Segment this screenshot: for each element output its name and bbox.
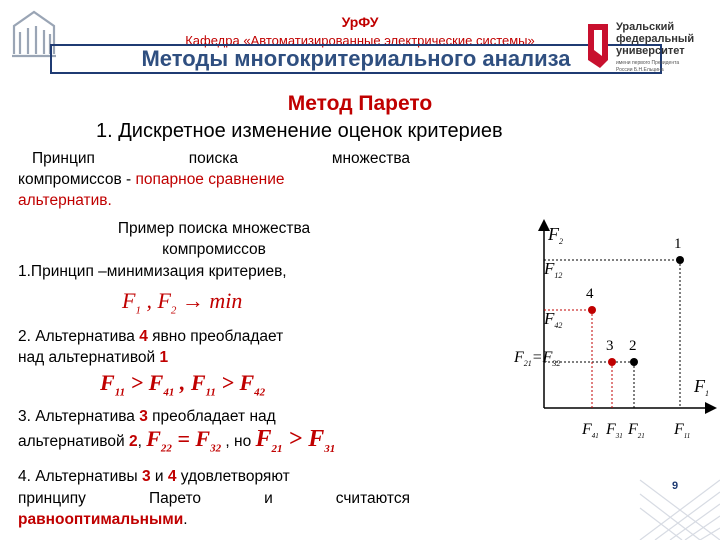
example-line-3: 1.Принцип –минимизация критериев, xyxy=(18,263,287,280)
department-name: Кафедра «Автоматизированные электрические системы» xyxy=(185,33,535,48)
word: поиска xyxy=(188,150,238,167)
y-tick-f12: $F_{12}$ xyxy=(544,259,563,280)
urfu-logo-right xyxy=(586,20,714,82)
word: множества xyxy=(331,150,410,167)
item-4-line-2: принципу Парето и считаются xyxy=(18,490,410,507)
example-line-1: Пример поиска множества xyxy=(117,220,311,237)
page-number: 9 xyxy=(672,480,679,492)
y-axis-label: $F_2$ xyxy=(548,224,563,246)
principle-text: компромиссов - xyxy=(18,171,136,188)
y-tick-f21-f32: $F_{21}=F_{32}$ xyxy=(514,349,561,368)
slide-title: Методы многокритериального анализа xyxy=(141,46,571,71)
point-label-3: 3 xyxy=(606,338,614,354)
item-3-line-1: 3. Альтернатива 3 преобладает над xyxy=(18,408,276,425)
principle-line-3: альтернатив. xyxy=(18,192,112,209)
method-title: Метод Парето xyxy=(287,92,433,115)
item-2-line-1: 2. Альтернатива 4 явно преобладает xyxy=(18,328,284,345)
formula-minimization: $F_1$ , $F_2 \to \min$ xyxy=(122,288,243,317)
formula-equality: $F_{22} = F_{32}$ xyxy=(146,426,222,455)
logo-text-1: Уральский xyxy=(616,21,675,33)
x-tick-f41: $F_{41}$ xyxy=(582,421,599,440)
principle-line-1 xyxy=(18,148,410,169)
x-tick-f31: $F_{31}$ xyxy=(606,421,623,440)
point-label-4: 4 xyxy=(586,286,594,302)
point-2 xyxy=(630,358,638,366)
example-line-2: компромиссов xyxy=(162,241,266,258)
x-tick-f11: $F_{11}$ xyxy=(674,421,691,440)
point-3 xyxy=(608,358,616,366)
formula-comparison: $F_{21} > F_{31}$ xyxy=(255,426,336,455)
item-3-line-2: альтернативой 2, $F_{22} = F_{32}$ , но $F_{21} > F_{31}$ xyxy=(18,426,336,455)
pareto-graph xyxy=(510,212,718,450)
org-name: УрФУ xyxy=(341,14,379,30)
principle-line-2 xyxy=(18,169,410,190)
subheading: 1. Дискретное изменение оценок критериев xyxy=(96,120,503,142)
x-tick-f21: $F_{21}$ xyxy=(628,421,645,440)
logo-subtext-2: России Б.Н.Ельцина xyxy=(616,67,664,73)
point-label-1: 1 xyxy=(674,236,682,252)
point-4 xyxy=(588,306,596,314)
logo-text-2: федеральный xyxy=(616,33,695,45)
point-label-2: 2 xyxy=(629,338,637,354)
item-4-line-3: равнооптимальными. xyxy=(18,511,188,528)
item-2-line-2: над альтернативой 1 xyxy=(18,349,169,366)
logo-subtext-1: имени первого Президента xyxy=(616,60,680,66)
logo-text-3: университет xyxy=(616,45,685,57)
principle-highlight: попарное сравнение xyxy=(135,171,285,188)
item-4-line-1: 4. Альтернативы 3 и 4 удовлетворяют xyxy=(18,468,290,485)
x-axis-label: $F_1$ xyxy=(694,376,709,398)
word: Принцип xyxy=(32,150,95,167)
y-tick-f42: $F_{42}$ xyxy=(544,309,563,330)
point-1 xyxy=(676,256,684,264)
formula-dominance-4-over-1: $F_{11} > F_{41}$ , $F_{11} > F_{42}$ xyxy=(100,370,266,399)
